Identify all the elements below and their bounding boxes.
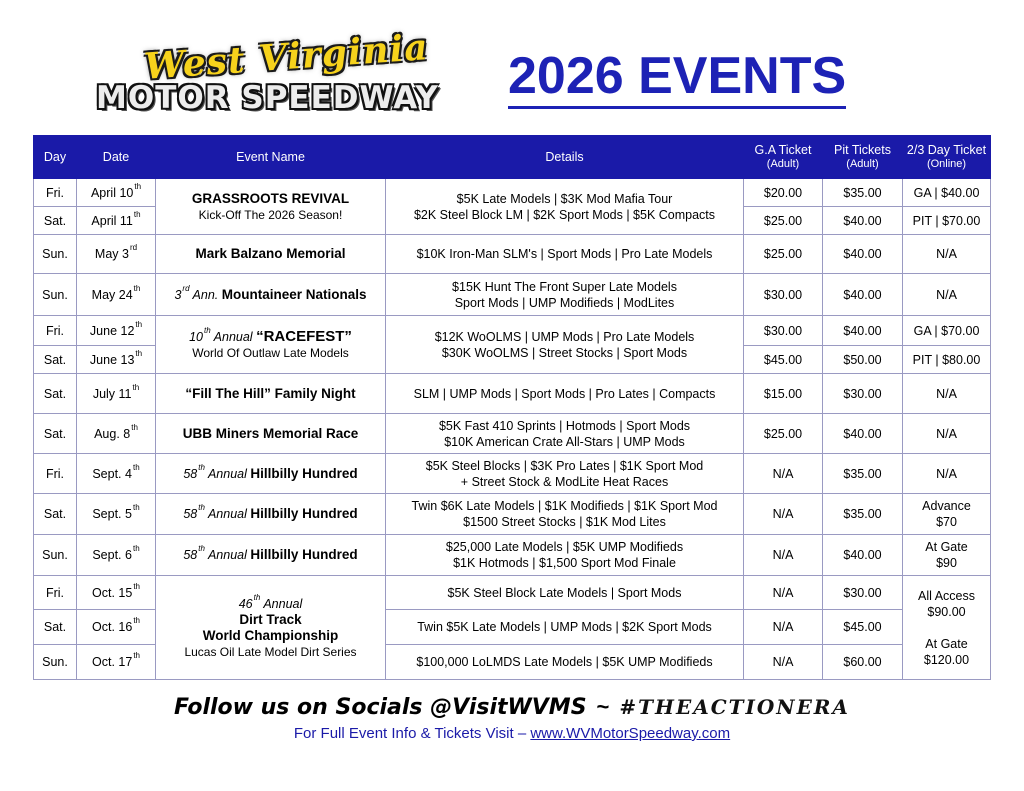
visit-text: For Full Event Info & Tickets Visit –	[293, 725, 531, 742]
cell-event-name: 58th Annual Hillbilly Hundred	[156, 454, 386, 494]
cell-pit-price: $40.00	[823, 535, 903, 576]
socials-footer	[0, 694, 1024, 720]
cell-day: Sun.	[34, 235, 77, 274]
cell-date: Oct. 16th	[77, 610, 156, 645]
cell-day: Sat.	[34, 610, 77, 645]
table-row	[34, 535, 991, 576]
cell-pit-price: $40.00	[823, 414, 903, 454]
logo-script-text: West Virginia	[142, 26, 430, 88]
cell-day: Sat.	[34, 414, 77, 454]
cell-ga-price: N/A	[744, 535, 823, 576]
cell-ga-price: $25.00	[744, 414, 823, 454]
cell-pit-price: $30.00	[823, 576, 903, 610]
cell-date: April 11th	[77, 207, 156, 235]
cell-pit-price: $40.00	[823, 207, 903, 235]
cell-details: $5K Steel Block Late Models | Sport Mods	[386, 576, 744, 610]
cell-event-name: UBB Miners Memorial Race	[156, 414, 386, 454]
table-row	[34, 494, 991, 535]
cell-pit-price: $35.00	[823, 454, 903, 494]
cell-day: Sun.	[34, 535, 77, 576]
cell-pit-price: $45.00	[823, 610, 903, 645]
table-row	[34, 316, 991, 346]
cell-details: $5K Steel Blocks | $3K Pro Lates | $1K Sport Mod + Street Stock & ModLite Heat Races	[386, 454, 744, 494]
cell-multi-price: All Access $90.00 At Gate $120.00	[903, 576, 991, 680]
header-date: Date	[77, 136, 156, 179]
cell-multi-price: PIT | $70.00	[903, 207, 991, 235]
header-multi-label: 2/3 Day Ticket	[906, 143, 987, 157]
cell-ga-price: N/A	[744, 454, 823, 494]
cell-ga-price: N/A	[744, 645, 823, 680]
cell-event-name: “Fill The Hill” Family Night	[156, 374, 386, 414]
cell-date: June 12th	[77, 316, 156, 346]
header-pit-label: Pit Tickets	[834, 143, 891, 157]
header-ga-sub: (Adult)	[766, 158, 800, 170]
cell-date: April 10th	[77, 179, 156, 207]
cell-pit-price: $30.00	[823, 374, 903, 414]
cell-date: Oct. 15th	[77, 576, 156, 610]
cell-multi-price: N/A	[903, 414, 991, 454]
header-pit-ticket	[823, 136, 903, 179]
cell-multi-price: N/A	[903, 274, 991, 316]
logo-block-text: MOTOR SPEEDWAY	[96, 80, 439, 116]
header-multi-day	[903, 136, 991, 179]
cell-day: Fri.	[34, 576, 77, 610]
header-multi-sub: (Online)	[926, 158, 967, 170]
table-row	[34, 576, 991, 610]
cell-day: Sun.	[34, 274, 77, 316]
cell-multi-price: N/A	[903, 235, 991, 274]
cell-day: Sun.	[34, 645, 77, 680]
hashtag-text: #THEACTIONERA	[619, 695, 850, 719]
cell-details: Twin $5K Late Models | UMP Mods | $2K Sport Mods	[386, 610, 744, 645]
cell-ga-price: $25.00	[744, 207, 823, 235]
cell-ga-price: N/A	[744, 494, 823, 535]
cell-event-name: 58th Annual Hillbilly Hundred	[156, 494, 386, 535]
cell-event-name: 58th Annual Hillbilly Hundred	[156, 535, 386, 576]
events-table	[33, 135, 991, 680]
cell-date: Sept. 5th	[77, 494, 156, 535]
header-pit-sub: (Adult)	[846, 158, 879, 170]
cell-multi-price: PIT | $80.00	[903, 346, 991, 374]
cell-multi-price: GA | $40.00	[903, 179, 991, 207]
cell-day: Fri.	[34, 316, 77, 346]
cell-pit-price: $35.00	[823, 494, 903, 535]
cell-multi-price: At Gate $90	[903, 535, 991, 576]
website-link[interactable]: www.WVMotorSpeedway.com	[530, 725, 731, 742]
cell-pit-price: $50.00	[823, 346, 903, 374]
cell-day: Sat.	[34, 494, 77, 535]
cell-event-name: Mark Balzano Memorial	[156, 235, 386, 274]
header-ga-label: G.A Ticket	[754, 143, 812, 157]
cell-details: $25,000 Late Models | $5K UMP Modifieds $1K Hotmods | $1,500 Sport Mod Finale	[386, 535, 744, 576]
cell-date: June 13th	[77, 346, 156, 374]
table-header-row	[34, 136, 991, 179]
cell-day: Sat.	[34, 207, 77, 235]
header-event-name: Event Name	[156, 136, 386, 179]
cell-details: $15K Hunt The Front Super Late Models Sport Mods | UMP Modifieds | ModLites	[386, 274, 744, 316]
cell-multi-price: GA | $70.00	[903, 316, 991, 346]
cell-day: Sat.	[34, 346, 77, 374]
cell-ga-price: $30.00	[744, 274, 823, 316]
cell-ga-price: $25.00	[744, 235, 823, 274]
cell-pit-price: $35.00	[823, 179, 903, 207]
visit-footer	[0, 725, 1024, 742]
cell-date: Oct. 17th	[77, 645, 156, 680]
cell-day: Sat.	[34, 374, 77, 414]
cell-details: $5K Late Models | $3K Mod Mafia Tour $2K Steel Block LM | $2K Sport Mods | $5K Compacts	[386, 179, 744, 235]
cell-ga-price: $30.00	[744, 316, 823, 346]
cell-multi-price: N/A	[903, 374, 991, 414]
cell-details: Twin $6K Late Models | $1K Modifieds | $1K Sport Mod $1500 Street Stocks | $1K Mod Lites	[386, 494, 744, 535]
header-details: Details	[386, 136, 744, 179]
cell-ga-price: $15.00	[744, 374, 823, 414]
header-ga-ticket	[744, 136, 823, 179]
cell-date: May 24th	[77, 274, 156, 316]
cell-event-name: 46th Annual Dirt Track World Championship Lucas Oil Late Model Dirt Series	[156, 576, 386, 680]
cell-date: July 11th	[77, 374, 156, 414]
speedway-logo	[96, 26, 439, 120]
cell-event-name: 10th Annual “RACEFEST” World Of Outlaw Late Models	[156, 316, 386, 374]
cell-details: $100,000 LoLMDS Late Models | $5K UMP Modifieds	[386, 645, 744, 680]
cell-date: Sept. 6th	[77, 535, 156, 576]
cell-event-name: GRASSROOTS REVIVAL Kick-Off The 2026 Season!	[156, 179, 386, 235]
cell-multi-price: Advance $70	[903, 494, 991, 535]
cell-details: $10K Iron-Man SLM's | Sport Mods | Pro Late Models	[386, 235, 744, 274]
table-row	[34, 374, 991, 414]
cell-pit-price: $40.00	[823, 274, 903, 316]
cell-pit-price: $40.00	[823, 235, 903, 274]
table-row	[34, 454, 991, 494]
table-row	[34, 414, 991, 454]
cell-day: Fri.	[34, 454, 77, 494]
cell-details: $5K Fast 410 Sprints | Hotmods | Sport Mods $10K American Crate All-Stars | UMP Mods	[386, 414, 744, 454]
cell-event-name: 3rd Ann. Mountaineer Nationals	[156, 274, 386, 316]
cell-date: Sept. 4th	[77, 454, 156, 494]
cell-date: Aug. 8th	[77, 414, 156, 454]
header-day: Day	[34, 136, 77, 179]
cell-ga-price: N/A	[744, 610, 823, 645]
page-title: 2026 EVENTS	[508, 48, 846, 109]
table-row	[34, 235, 991, 274]
cell-details: $12K WoOLMS | UMP Mods | Pro Late Models $30K WoOLMS | Street Stocks | Sport Mods	[386, 316, 744, 374]
follow-text: Follow us on Socials @VisitWVMS	[174, 695, 587, 720]
cell-ga-price: N/A	[744, 576, 823, 610]
cell-pit-price: $40.00	[823, 316, 903, 346]
cell-details: SLM | UMP Mods | Sport Mods | Pro Lates | Compacts	[386, 374, 744, 414]
cell-multi-price: N/A	[903, 454, 991, 494]
cell-ga-price: $20.00	[744, 179, 823, 207]
cell-date: May 3rd	[77, 235, 156, 274]
table-row	[34, 274, 991, 316]
cell-ga-price: $45.00	[744, 346, 823, 374]
tilde-separator: ~	[596, 694, 610, 719]
table-row	[34, 179, 991, 207]
cell-day: Fri.	[34, 179, 77, 207]
cell-pit-price: $60.00	[823, 645, 903, 680]
